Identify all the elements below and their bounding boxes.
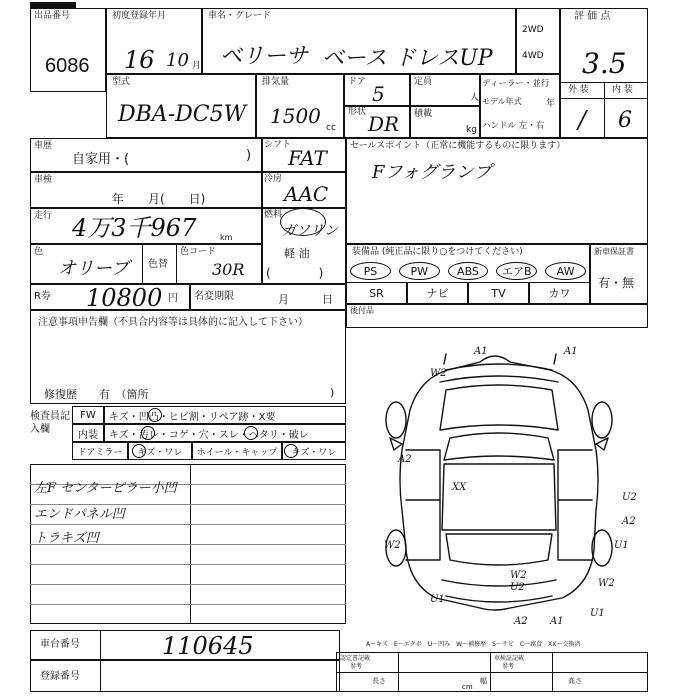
footer-label-5: 長さ — [372, 677, 386, 685]
car-name-label: 車名・グレード — [208, 11, 272, 21]
car-body-outline — [400, 356, 598, 610]
warranty-label: 新車保証書 — [594, 247, 634, 256]
equipment-item: TV — [468, 282, 529, 304]
aircon-label: 冷房 — [264, 174, 283, 184]
fuel-value: ガソリン — [282, 223, 338, 239]
equipment-item: カワ — [529, 282, 590, 304]
measure-split-3 — [552, 652, 553, 692]
rear-glass — [446, 534, 552, 565]
drive-box — [516, 8, 560, 74]
windshield — [444, 433, 554, 460]
damage-mark: A2 — [622, 516, 636, 527]
grade: ベース ドレスUP — [322, 46, 493, 71]
exterior-score: / — [578, 106, 587, 134]
handle-label: ハンドル 左・右 — [482, 121, 545, 131]
damage-mark: U1 — [614, 540, 629, 551]
fuel-bracket: ( ) — [266, 266, 324, 280]
usage-label: 車歴 — [34, 141, 53, 151]
front-corner-right — [554, 354, 556, 364]
right-mirror — [596, 438, 608, 450]
mileage-unit: km — [220, 233, 233, 242]
damage-mark: W2 — [384, 540, 401, 551]
interior-label: 内 装 — [612, 85, 633, 95]
damage-mark: A2 — [398, 454, 412, 465]
damage-mark: A1 — [564, 346, 578, 357]
score-sub-divider — [560, 98, 648, 99]
displacement-value: 1500 — [270, 104, 321, 128]
damage-mark: W2 — [430, 368, 447, 379]
loading-label: 積載 — [414, 109, 433, 119]
mileage-label: 走行 — [34, 211, 53, 221]
doors-value: 5 — [372, 82, 385, 106]
damage-mark: U2 — [510, 582, 525, 593]
color-code-label: 色コード — [180, 247, 217, 257]
check-mirror-label: ドアミラー — [72, 442, 128, 460]
check-fw-label: FW — [72, 406, 104, 424]
footer-label-1: 認定書記載 — [340, 655, 371, 662]
loading-unit: kg — [466, 125, 477, 135]
remark-rule — [30, 504, 346, 505]
wheel-rr — [592, 530, 612, 566]
color-change-label: 色替 — [148, 259, 168, 270]
fuel-circle — [280, 208, 326, 236]
reg-number-label: 登録番号 — [40, 671, 80, 682]
equipment-item: PW — [399, 262, 440, 280]
footer-label-6: 幅 — [480, 677, 487, 685]
equipment-item: SR — [346, 282, 407, 304]
footer-label-3: 車検証記載 — [494, 655, 525, 662]
check-wheelcap-text: キズ・ワレ — [282, 442, 346, 460]
aircon-value: AAC — [284, 182, 329, 206]
usage-value: 自家用・( — [72, 152, 130, 167]
circle-mirror-kizu — [132, 444, 146, 458]
model-year-unit: 年 — [546, 99, 556, 109]
circle-hekomi — [148, 408, 162, 422]
front-bumper — [440, 364, 558, 382]
lot-label-tab — [30, 2, 76, 8]
fuel-label: 燃料 — [264, 210, 283, 220]
remark-rule — [30, 524, 346, 525]
capacity-label: 定員 — [414, 77, 433, 87]
chassis-split — [100, 630, 101, 660]
recycle-value: 10800 — [86, 284, 163, 312]
capacity-unit: 人 — [470, 93, 480, 103]
footer-label-8: cm — [462, 683, 473, 691]
footer-label-4: 参考 — [502, 663, 515, 670]
shape-value: DR — [368, 112, 400, 136]
interior-score: 6 — [618, 108, 632, 133]
model-code: DBA-DC5W — [118, 102, 247, 127]
measure-split-1 — [398, 652, 399, 692]
recycle-unit: 円 — [168, 293, 178, 304]
circle-wheel-kizu — [284, 444, 298, 458]
equipment-item: ABS — [448, 262, 489, 280]
first-reg-month: 10 — [166, 50, 189, 71]
sales-point-value: Fフォグランプ — [372, 162, 492, 183]
shape-label: 形状 — [348, 107, 367, 117]
inspection-label: 車検 — [34, 175, 53, 185]
color-code-value: 30R — [212, 260, 245, 279]
aftermarket-label: 後付品 — [350, 306, 374, 315]
model-year-label: モデル年式 — [482, 97, 522, 106]
usage-box — [30, 138, 262, 172]
score-label: 評 価 点 — [574, 11, 611, 22]
model-label: 型式 — [112, 77, 131, 87]
score-value: 3.5 — [582, 47, 627, 80]
circle-sure — [244, 426, 258, 440]
remark-rule — [30, 604, 346, 605]
remark-1: 左F センターピラー小凹 — [34, 481, 177, 496]
damage-legend: A～キズ E～エクボ U～凹み W～補修歴 S～サビ C～腐食 XX～交換済 — [366, 641, 581, 648]
equipment-row-1 — [346, 262, 590, 282]
circle-yogore — [141, 426, 155, 440]
damage-mark: A1 — [474, 346, 488, 357]
check-interior-label: 内装 — [72, 424, 104, 442]
equipment-item: エアB — [496, 262, 537, 280]
damage-mark: U1 — [590, 608, 605, 619]
damage-mark: XX — [452, 482, 467, 493]
roof — [442, 464, 556, 530]
repair-label: 修復歴 有 （箇所 — [44, 388, 149, 401]
warranty-value: 有・無 — [598, 276, 635, 290]
equipment-item: AW — [545, 262, 586, 280]
remark-3: トラキズ凹 — [34, 531, 99, 546]
inspector-label: 検査員記入欄 — [30, 411, 70, 435]
first-reg-label: 初度登録年月 — [112, 11, 167, 21]
exterior-label: 外 装 — [568, 85, 589, 95]
car-damage-diagram — [350, 340, 648, 630]
equipment-row-2 — [346, 282, 590, 304]
damage-mark: A2 — [514, 616, 528, 627]
footer-label-2: 参考 — [350, 663, 363, 670]
shift-value: FAT — [288, 146, 327, 170]
rear-bumper — [442, 580, 556, 602]
check-mirror-text: キズ・ワレ — [128, 442, 192, 460]
transfer-text: 月 日 — [278, 293, 333, 306]
transfer-label: 名変期限 — [194, 291, 234, 302]
first-reg-month-unit: 月 — [192, 61, 202, 71]
recycle-label: R券 — [34, 291, 51, 302]
wheel-fr — [592, 402, 612, 438]
drive-2wd: 2WD — [522, 25, 544, 35]
check-fw-text: キズ・凹凸・ヒビ割・リペア跡・X要 — [104, 406, 346, 424]
color-split-2 — [176, 244, 177, 284]
damage-mark: U1 — [430, 594, 445, 605]
lot-label: 出品番号 — [34, 11, 71, 21]
chassis-label: 車台番号 — [40, 639, 80, 650]
color-label: 色 — [34, 247, 44, 257]
remark-rule — [30, 564, 346, 565]
wheel-fl — [386, 402, 406, 438]
inspection-text: 年 月( 日) — [112, 192, 206, 206]
doors-label: ドア — [348, 77, 366, 87]
displacement-unit: cc — [326, 123, 336, 133]
drive-4wd: 4WD — [522, 51, 544, 61]
chassis-value: 110645 — [162, 632, 254, 660]
damage-mark: W2 — [510, 570, 527, 581]
mileage-value: 4万3千967 — [72, 214, 197, 242]
usage-close: ) — [246, 148, 252, 163]
damage-mark: A1 — [550, 616, 564, 627]
equipment-label: 装備品 (純正品に限り○をつけてください) — [352, 247, 523, 257]
footer-label-7: 高さ — [568, 677, 582, 685]
color-value: オリーブ — [58, 258, 130, 279]
hood — [440, 385, 558, 430]
right-doors — [558, 450, 592, 560]
car-name: ベリーサ — [220, 44, 309, 69]
first-reg-year: 16 — [124, 46, 155, 74]
check-interior-text: キズ・汚レ・コゲ・穴・スレ・ヘタリ・破レ — [104, 424, 346, 442]
light-oil-label: 軽 油 — [284, 247, 310, 260]
repair-close: ) — [330, 386, 335, 399]
remark-rule — [30, 584, 346, 585]
damage-mark: W2 — [598, 578, 615, 589]
sales-point-box — [346, 138, 648, 244]
dealer-label: ディーラー・並行 — [482, 79, 550, 89]
equipment-item: PS — [350, 262, 391, 280]
lot-number: 6086 — [45, 55, 90, 77]
displacement-label: 排気量 — [262, 77, 290, 87]
equipment-item: ナビ — [407, 282, 468, 304]
notes-label: 注意事項申告欄（不具合内容等は具体的に記入して下さい） — [38, 317, 308, 328]
sales-point-label: セールスポイント（正常に機能するものに限ります） — [350, 141, 566, 151]
check-wheelcap-label: ホイール・キャップ — [192, 442, 282, 460]
score-split — [604, 82, 605, 138]
damage-mark: U2 — [622, 492, 637, 503]
aftermarket-box — [346, 304, 648, 328]
reg-split — [100, 660, 101, 692]
color-split-1 — [142, 244, 143, 284]
remark-2: エンドパネル凹 — [34, 507, 125, 522]
shift-label: シフト — [264, 140, 292, 150]
front-corner-left — [444, 354, 446, 364]
measure-mid — [336, 672, 648, 673]
left-mirror — [390, 438, 402, 450]
left-doors — [406, 450, 440, 560]
measure-split-2 — [490, 652, 491, 692]
